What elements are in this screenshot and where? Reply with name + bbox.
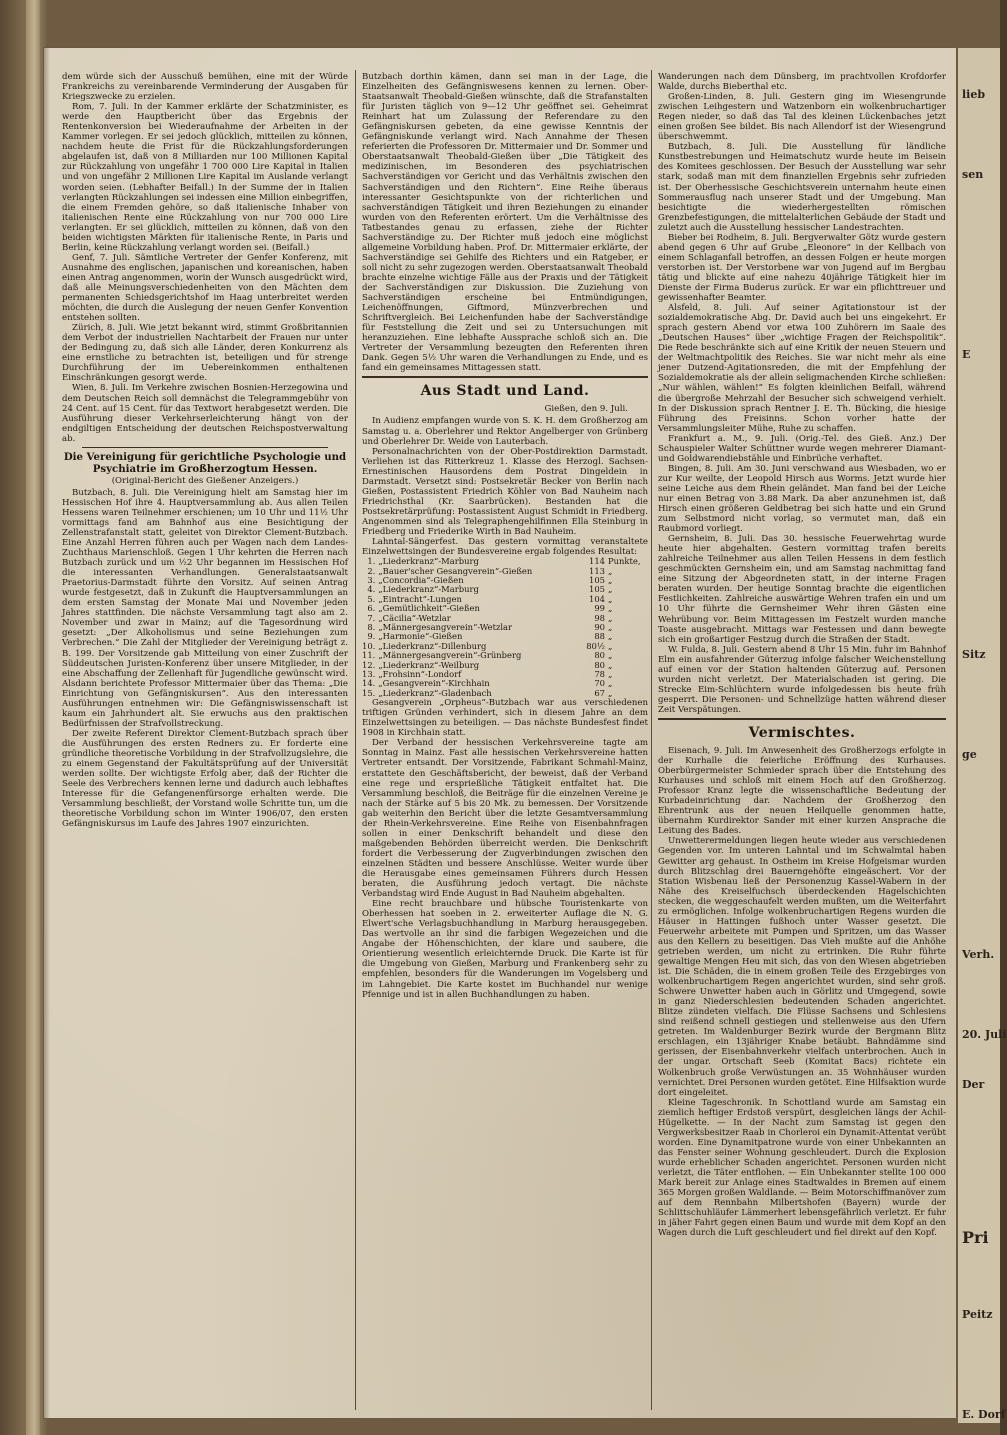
singing-result-name: „Liederkranz“-Weilburg bbox=[378, 659, 480, 670]
strip-fragment: lieb bbox=[962, 88, 986, 101]
section-divider bbox=[362, 376, 648, 378]
col3-paragraph: Wanderungen nach dem Dünsberg, im prachtvollen Krofdorfer Walde, durchs Bieberthal etc. bbox=[658, 72, 946, 93]
singing-result-points: 88 bbox=[594, 631, 605, 642]
singing-result-points: 113 bbox=[589, 565, 605, 576]
column-3 bbox=[658, 72, 946, 1412]
singing-result-name: „Eintracht“-Lungen bbox=[378, 593, 462, 604]
strip-fragment: Verh. bbox=[962, 948, 995, 961]
col3-paragraph: Butzbach, 8. Juli. Die Ausstellung für ländliche Kunstbestrebungen und Heimatschutz wurde heute im Beisein des Komitees geschlossen. Der Besuch der Ausstellung war sehr stark, sodaß man mit dem finanziellen Ergebnis sehr zufrieden ist. Der Oberhessische Geschichtsverein unternahm heute einen Sommerausflug nach unserer Stadt und der Umgebung. Man besichtigte die wiederhergestellten römischen Grenzbefestigungen, die mittelalterlichen Gebäude der Stadt und zuletzt auch die Ausstellung hessischer Landestrachten. bbox=[658, 142, 946, 233]
strip-fragment: ge bbox=[962, 748, 977, 761]
strip-fragment: Sitz bbox=[962, 648, 986, 661]
singing-result-points: 105 bbox=[589, 574, 605, 585]
singing-result-points: 80½ bbox=[586, 640, 605, 651]
singing-result-n: 2. bbox=[367, 565, 376, 576]
singing-result-name: „Cäcilia“-Wetzlar bbox=[378, 612, 451, 623]
col1-article-paragraph: Der zweite Referent Direktor Clement-Butzbach sprach über die Ausführungen des ersten Redners zu. Er forderte eine gründliche theoretische Vorbildung in der Strafvollzugslehre, die zu einem Gegenstand der Fakultätsprüfung auf der Universität werden sollte. Der wichtigste Erfolg aber, daß der Richter die Seele des Verbrechers kennen lerne und dadurch auch lebhaftes Interesse für die Gefangenenfürsorge erhalten werde. Die Versammlung beschließt, der Vorstand wolle Schritte tun, um die theoretische Vorbildung schon im Winter 1906/07, den ersten Gefängniskursus im Laufe des Jahres 1907 einzurichten. bbox=[62, 728, 348, 830]
col3-misc-paragraph: Eisenach, 9. Juli. Im Anwesenheit des Großherzogs erfolgte in der Kurhalle die feierliche Eröffnung des Kurhauses. Oberbürgermeister Schmieder sprach über die Entstehung des Kurhauses und schloß mit einem Hoch auf den Großherzog. Professor Kranz legte die wissenschaftliche Bedeutung der Kurbadeinrichtung dar. Nachdem der Großherzog den Ehrentrunk aus der neuen Heilquelle genommen hatte, übernahm Kurdirektor Sander mit einer kurzen Ansprache die Leitung des Bades. bbox=[658, 746, 946, 837]
binding-edge bbox=[26, 0, 40, 1435]
strip-fragment: Pri bbox=[962, 1228, 989, 1247]
col3-paragraph: W. Fulda, 8. Juli. Gestern abend 8 Uhr 15 Min. fuhr im Bahnhof Elm ein ausfahrender Güterzug infolge falscher Weichenstellung auf einen vor der Station haltenden Güterzug auf. Personen wurden nicht verletzt. Der Materialschaden ist gering. Die Strecke Eim-Schlüchtern wurde infolgedessen bis heute früh gesperrt. Die Personen- und Schnellzüge hatten während dieser Zeit Verspätungen. bbox=[658, 644, 946, 715]
strip-fragment: sen bbox=[962, 168, 984, 181]
singing-result-unit: „ bbox=[608, 631, 613, 642]
singing-result-n: 6. bbox=[367, 603, 376, 614]
singing-result-name: „Concordia“-Gießen bbox=[378, 574, 464, 585]
col3-paragraph: Bieber bei Rodheim, 8. Juli. Bergverwalter Götz wurde gestern abend gegen 6 Uhr auf Grube „Eleonore“ in der Kellbach von einem Schlaganfall betroffen, an dessen Folgen er heute morgen verstorben ist. Der Verstorbene war von Jugend auf im Bergbau tätig und blickte auf eine nahezu 40jährige Tätigkeit hier im Dienste der Firma Buderus zurück. Er war ein pflichttreuer und gewissenhafter Beamter. bbox=[658, 232, 946, 304]
singing-result-name: „Gesangverein“-Kirchhain bbox=[378, 678, 490, 689]
singing-result-unit: „ bbox=[608, 659, 613, 670]
singing-result-unit: „ bbox=[608, 687, 613, 698]
singing-result-unit: „ bbox=[608, 584, 613, 595]
col1-article-paragraph: Butzbach, 8. Juli. Die Vereinigung hielt am Samstag hier im Hessischen Hof ihre 4. Hauptversammlung ab. Aus allen Teilen Hessens waren Teilnehmer erschienen; um 10 Uhr und 11½ Uhr vormittags fand am Bahnhof aus eine Besichtigung der Zellenstrafanstalt statt, geleitet von Direktor Clement-Butzbach. Eine Anzahl Herren führen auch per Wagen nach dem Landes-Zuchthaus Marienschloß. Gegen 1 Uhr kehrten die Herren nach Butzbach zurück und um ½2 Uhr begannen im Hessischen Hof die interessanten Verhandlungen. Generalstaatsanwalt Praetorius-Darmstadt führte den Vorsitz. Auf seinen Antrag wurde festgesetzt, daß in Zukunft die Hauptversammlungen an dem ersten Samstag der Monate Mai und November jeden Jahres stattfinden. Die nächste Versammlung tagt also am 2. November und zwar in Mainz; auf die Tagesordnung wird gesetzt: „Der Alkoholismus und seine Beziehungen zum Verbrechen.“ Die Zahl der Mitglieder der Vereinigung beträgt z. B. 199. Der Vorsitzende gab Mitteilung von einer Zuschrift der Süddeutschen Juristen-Konferenz über unsere Mitglieder, in der eine Abschaffung der Zellenhaft für Jugendliche gewünscht wird. Alsdann berichtete Professor Mittermaier über das Thema: „Die Einrichtung von Gefängniskursen“. Aus den interessanten Ausführungen entnehmen wir: Die Gefängniswissenschaft ist kaum ein Jahrhundert alt. Sie erwuchs aus den praktischen Bedürfnissen der Strafvollstreckung. bbox=[62, 487, 348, 729]
singing-results-table bbox=[362, 557, 648, 698]
singing-result-unit: „ bbox=[608, 650, 613, 661]
singing-result-points: 90 bbox=[594, 621, 605, 632]
col3-misc-paragraph: Kleine Tageschronik. In Schottland wurde am Samstag ein ziemlich heftiger Erdstoß verspürt, desgleichen längs der Achil-Hügelkette. — In der Nacht zum Samstag ist gegen den Vergwerksbesitzer Raab in Chorleroi ein Dynamit-Attentat verübt worden. Eine Dynamitpatrone wurde von einer Unbekannten an das Fenster seiner Wohnung geschleudert. Durch die Explosion wurde erheblicher Schaden angerichtet. Personen wurden nicht verletzt, die Täter entflohen. — Ein Unbekannter stellte 100 000 Mark bereit zur Anlage eines Stadtwaldes in Bremen auf einem 365 Morgen großen Waldlande. — Beim Motorschiffmanöver zum auf dem Rennbahn Milbertshofen (Bayern) wurde der Schlittschuhläufer Lämmerhert lebensgefährlich verletzt. Er fuhr in jäher Fahrt gegen einen Baum und wurde mit dem Kopf an den Wagen durch die Luft geschleudert und fiel direkt auf den Kopf. bbox=[658, 1097, 946, 1239]
col1-paragraph: Wien, 8. Juli. Im Verkehre zwischen Bosnien-Herzegowina und dem Deutschen Reich soll demnächst die Telegrammgebühr von 24 Cent. auf 15 Cent. für das Textwort herabgesetzt werden. Die Ausführung dieser Verkehrserleichterung hängt von der endgiltigen Entscheidung der deutschen Reichspostverwaltung ab. bbox=[62, 383, 348, 444]
strip-fragment: E. Dorf bbox=[962, 1408, 1006, 1421]
singing-result-points: 114 bbox=[589, 556, 605, 567]
singing-result-n: 4. bbox=[367, 584, 376, 595]
singing-result-points: 104 bbox=[589, 593, 605, 604]
singing-result-unit: „ bbox=[608, 621, 613, 632]
singing-result-n: 14. bbox=[362, 678, 376, 689]
singing-result-n: 5. bbox=[367, 593, 376, 604]
singing-result-name: „Liederkranz“-Gladenbach bbox=[378, 687, 492, 698]
col3-paragraph: Bingen, 8. Juli. Am 30. Juni verschwand aus Wiesbaden, wo er zur Kur weilte, der Leopold Hirsch aus Worms. Jetzt wurde hier seine Leiche aus dem Rhein geländet. Man fand bei der Leiche nur einen Betrag von 3.88 Mark. Da aber anzunehmen ist, daß Hirsch einen größeren Geldbetrag bei sich hatte und ein Grund zum Selbstmord nicht vorlag, so vermutet man, daß ein Raubmord vorliegt. bbox=[658, 463, 946, 535]
col2-local-paragraph: Personalnachrichten von der Ober-Postdirektion Darmstadt. Verliehen ist das Ritterkreuz 1. Klasse des Herzogl. Sachsen-Ernestinischen Hausordens dem Postrat Dingeldein in Darmstadt. Versetzt sind: Postsekretär Becker von Berlin nach Gießen, Postassistent Friedrich Köhler von Bad Nauheim nach Friedrichsthal (Kr. Saarbrücken). Bestanden hat die Postsekretärprüfung: Postassistent August Schmidt in Friedberg. Angenommen sind als Telegraphengehilfinnen Ella Steinburg in Friedberg und Friederike Wirth in Bad Nauheim. bbox=[362, 446, 648, 537]
singing-result-points: 78 bbox=[594, 668, 605, 679]
singing-result-points: 67 bbox=[594, 687, 605, 698]
singing-result-unit: „ bbox=[608, 640, 613, 651]
singing-result-name: „Bauer'scher Gesangverein“-Gießen bbox=[378, 565, 533, 576]
singing-result-n: 7. bbox=[367, 612, 376, 623]
section-title-vermischtes: Vermischtes. bbox=[748, 725, 856, 741]
singing-result-name: „Harmonie“-Gießen bbox=[378, 631, 463, 642]
dateline: Gießen, den 9. Juli. bbox=[544, 404, 628, 415]
singing-result-n: 12. bbox=[362, 659, 376, 670]
column-1 bbox=[62, 72, 348, 1412]
singing-result-n: 10. bbox=[362, 640, 376, 651]
singing-result-unit: Punkte, bbox=[608, 556, 641, 567]
singing-result-points: 80 bbox=[594, 659, 605, 670]
singing-result-unit: „ bbox=[608, 612, 613, 623]
col3-paragraph: Frankfurt a. M., 9. Juli. (Orig.-Tel. des Gieß. Anz.) Der Schauspieler Walter Schüttner wurde wegen mehrerer Diamant- und Goldwarendiebstähle und Einbrüche verhaftet. bbox=[658, 433, 946, 464]
col1-paragraph: Genf, 7. Juli. Sämtliche Vertreter der Genfer Konferenz, mit Ausnahme des englischen, japanischen und koreanischen, haben einen Antrag angenommen, worin der Wunsch ausgedrückt wird, daß alle Meinungsverschiedenheiten von den Mächten dem permanenten Schiedsgerichtshof im Haag unterbreitet werden möchten, die durch die Auslegung der neuen Genfer Konvention entstehen sollten. bbox=[62, 252, 348, 324]
singing-result-points: 105 bbox=[589, 584, 605, 595]
col3-paragraph: Alsfeld, 8. Juli. Auf seiner Agitationstour ist der sozialdemokratische Abg. Dr. David auch bei uns eingekehrt. Er sprach gestern Abend vor etwa 100 Zuhörern im Saale des „Deutschen Hauses“ über „wichtige Fragen der Reichspolitik“. Die Rede beschränkte sich auf eine Kritik der neuen Steuern und der Weltmachtpolitik des Reiches. Sie war nicht mehr als eine jener Dutzend-Agitationsreden, die mit der Empfehlung der Sozialdemokratie als der allein seligmachenden Kirche schließen: „Nur wählen, wählen!“ Es folgten kleinlichen Beifall, während die übergroße Mehrzahl der Besucher sich schweigend verhielt. In der Diskussion sprach Rentner J. E. Th. Bücking, die hiesige Führung des Freisinns. Schon vorher hatte der Versammlungsleiter Mühe, Ruhe zu schaffen. bbox=[658, 303, 946, 434]
article-headline: Die Vereinigung für gerichtliche Psychologie und Psychiatrie im Großherzogtum Hessen. bbox=[63, 450, 347, 475]
singing-result-name: „Frohsinn“-Londorf bbox=[378, 668, 462, 679]
singing-result-n: 3. bbox=[367, 574, 376, 585]
column-rule-2 bbox=[651, 70, 652, 1410]
strip-fragment: 20. Juli bbox=[962, 1028, 1007, 1041]
singing-result-n: 9. bbox=[367, 631, 376, 642]
col2-after-paragraph: Der Verband der hessischen Verkehrsvereine tagte am Sonntag in Mainz. Fast alle hessischen Verkehrsvereine hatten Vertreter entsandt. Der Vorsitzende, Fabrikant Schmahl-Mainz, erstattete den Geschäftsbericht, der beweist, daß der Verband eine rege und ersprießliche Tätigkeit entfaltet hat. Die Versammlung beschloß, die Beiträge für die einzelnen Vereine je nach der Stärke auf 5 bis 20 Mk. zu bemessen. Der Vorsitzende gab weiterhin den Bericht über die letzte Gesamtversammlung der Rhein-Verkehrsvereine. Eine Reihe von Eisenbahnfragen sollen in einer Denkschrift behandelt und diese den maßgebenden Behörden überreicht werden. Die Denkschrift fordert die Verbesserung der Zugverbindungen zwischen den einzelnen Städten und bessere Anschlüsse. Weiter wurde über die Herausgabe eines gemeinsamen Führers durch Hessen beraten, die Ausführung jedoch vertagt. Die nächste Verbandstag wird Ende August in Bad Nauheim abgehalten. bbox=[362, 738, 648, 900]
article-divider bbox=[82, 447, 328, 448]
singing-result-name: „Männergesangverein“-Grünberg bbox=[378, 650, 522, 661]
col1-paragraph: Zürich, 8. Juli. Wie jetzt bekannt wird, stimmt Großbritannien dem Verbot der industriellen Nachtarbeit der Frauen nur unter der Bedingung zu, daß sich alle Länder, deren Konkurrenz als eine ernstliche zu betrachten ist, beteiligen und für strenge Durchführung der im Uebereinkommen enthaltenen Einschränkungen gesorgt werde. bbox=[62, 323, 348, 384]
newspaper-page bbox=[44, 48, 956, 1418]
strip-fragment: E bbox=[962, 348, 971, 361]
column-2 bbox=[362, 72, 648, 1412]
singing-result-name: „Männergesangverein“-Wetzlar bbox=[378, 621, 513, 632]
col1-paragraph: dem würde sich der Ausschuß bemühen, eine mit der Würde Frankreichs zu vereinbarende Verminderung der Ausgaben für Kriegszwecke zu erzielen. bbox=[62, 72, 348, 103]
col3-paragraph: Gernsheim, 8. Juli. Das 30. hessische Feuerwehrtag wurde heute hier abgehalten. Gestern vormittag trafen bereits zahlreiche Teilnehmer aus allen Teilen Hessens in dem festlich geschmückten Gernsheim ein, und am Samstag nachmittag fand eine Sitzung der Abgeordneten statt, in der interne Fragen beraten wurden. Der heutige Sonntag brachte die eigentlichen Festlichkeiten. Zahlreiche auswärtige Wehren trafen ein und um 10 Uhr führte die Gernsheimer Wehr ihren Gästen eine Wehrübung vor. Beim Mittagessen im Festzelt wurden manche Toaste ausgebracht. Mittags war Festessen und dann bewegte sich ein großartiger Festzug durch die Straßen der Stadt. bbox=[658, 534, 946, 645]
singing-result-unit: „ bbox=[608, 668, 613, 679]
singing-result-points: 70 bbox=[594, 678, 605, 689]
col1-paragraph: Rom, 7. Juli. In der Kammer erklärte der Schatzminister, es werde den Hauptbericht über das Ergebnis der Rentenkonversion bei Wiederaufnahme der Arbeiten in der Kammer vorlegen. Er sei jedoch glücklich, mitteilen zu können, nachdem heute die Frist für die Rückzahlungsforderungen abgelaufen ist, daß von 8 Milliarden nur 100 Millionen Kapital zur Rückzahlung von ungefähr 1 700 000 Lire Kapital in Italien und von ungefähr 2 Millionen Lire Kapital im Auslande verlangt worden seien. (Lebhafter Beifall.) In der Summe der in Italien verlangten Rückzahlungen sei indessen eine Million einbegriffen, die einem Fremden gehöre, so daß italienische Inhaber von italienischen Rente eine Rückzahlung von nur 700 000 Lire verlangten. Er sei glücklich, mitteilen zu können, daß von den beiden wichtigsten Märkten für italienische Rente, in Paris und Berlin, keine Rückzahlung verlangt worden sei. (Beifall.) bbox=[62, 102, 348, 253]
col2-paragraph: Butzbach dorthin kämen, dann sei man in der Lage, die Einzelheiten des Gefängniswesens kennen zu lernen. Ober-Staatsanwalt Theobald-Gießen wünschte, daß die Strafanstalten für Juristen täglich von 9—12 Uhr geöffnet sei. Geheimrat Reinhart hat um Zulassung der Referendare zu den Gefängniskursen gebeten, da eine gewisse Kenntnis der Gefängniskunde verlangt wird. Nach Annahme der Thesen referierten die Professoren Dr. Mittermaier und Dr. Sommer und Oberstaatsanwalt Theobald-Gießen über „Die Tätigkeit des medizinischen, im Besonderen des psychiatrischen Sachverständigen vor Gericht und das Verhältnis zwischen den Sachverständigen und den Richtern“. Eine Reihe überaus interessanter Gesichtspunkte von der richterlichen und sachverständigen Tätigkeit und ihren Beziehungen zu einander wurden von den Referenten erörtert. Um die Verhältnisse des Tatbestandes genau zu erfassen, ziehe der Richter Sachverständige zu. Der Richter muß jedoch eine möglichst allgemeine Vorbildung haben. Prof. Dr. Mittermaier erklärte, der Sachverständige sei Gehilfe des Richters und ein Ratgeber, er soll nicht zu sehr zugezogen werden. Oberstaatsanwalt Theobald brachte einzelne wichtige Fälle aus der Praxis und der Tätigkeit der Sachverständigen zur Diskussion. Die Zuziehung von Sachverständigen erscheine bei Entmündigungen, Leichenöffnungen, Giftmord, Münzverbrechen und Schriftvergleich. Bei Leichenfunden habe der Sachverständige für Feststellung die Zeit und sei zu Untersuchungen mit heranzuziehen. Eine lebhafte Aussprache schloß sich an. Die Vertreter der Versammlung bezeugten den Referenten ihren Dank. Gegen 5½ Uhr waren die Verhandlungen zu Ende, und es fand ein gemeinsames Mittagessen statt. bbox=[362, 72, 648, 374]
singing-result-unit: „ bbox=[608, 603, 613, 614]
col3-misc-paragraph: Unwetterermeldungen liegen heute wieder aus verschiedenen Gegenden vor. Im unteren Lahntal und im Schwalmtal haben Gewitter arg gehaust. In Ostheim im Kreise Hofgeismar wurden durch Blitzschlag drei Bauerngehöfte eingeäschert. Vor der Station Wisbenau ließ der Personenzug Kassel-Wabern in der Nähe des Kreiselfuchsch überdeckenden Hagelschichten stecken, die weggeschaufelt werden mußten, um die Weiterfahrt zu ermöglichen. Infolge wolkenbruchartigen Regens wurden die Häuser in Hattingen fußhoch unter Wasser gesetzt. Die Feuerwehr arbeitete mit Pumpen und Spritzen, um das Wasser aus den Kellern zu beseitigen. Das Vieh mußte auf die Anhöhe getrieben werden, um nicht zu ertrinken. Die Ruhr führte gewaltige Mengen Heu mit sich, das von den Wiesen abgetrieben ist. Die Schäden, die in einem großen Teile des Erzgebirges von wolkenbruchartigem Regen angerichtet wurden, sind sehr groß. Schwere Unwetter haben auch in Görlitz und Umgegend, sowie in ganz Niederschlesien bedeutenden Schaden angerichtet. Blitze zündeten vielfach. Die Flüsse Sachsens und Schlesiens sind reißend schnell gestiegen und stellenweise aus den Ufern getreten. Im Waldenburger Bezirk wurde der Bergmann Blitz erschlagen, ein 13jähriger Knabe betäubt. Bahndämme sind gerissen, der Eisenbahnverkehr vielfach unterbrochen. Auch in der ungar. Ortschaft Seeb (Komitat Bacs) richtete ein Wolkenbruch große Verwüstungen an. 35 Wohnhäuser wurden vernichtet. Drei Personen wurden getötet. Eine Hilfsaktion wurde dort eingeleitet. bbox=[658, 836, 946, 1098]
singing-result-unit: „ bbox=[608, 678, 613, 689]
col2-local-paragraph: Lahntal-Sängerfest. Das gestern vormittag veranstaltete Einzelwettsingen der Bundesvereine ergab folgendes Resultat: bbox=[362, 537, 648, 558]
singing-result-unit: „ bbox=[608, 593, 613, 604]
singing-result-n: 13. bbox=[362, 668, 376, 679]
page-fold-shadow bbox=[44, 48, 50, 1418]
singing-result-unit: „ bbox=[608, 574, 613, 585]
col2-after-paragraph: Eine recht brauchbare und hübsche Touristenkarte von Oberhessen hat soeben in 2. erweiterter Auflage die N. G. Elwert'sche Verlagsbuchhandlung in Marburg herausgegeben. Das wertvolle an ihr sind die farbigen Wegezeichen und die Angabe der Höhenschichten, der klare und saubere, die Orientierung wesentlich erleichternde Druck. Die Karte ist für die Umgebung von Gießen, Marburg und Frankenberg sehr zu empfehlen, besonders für die Wanderungen im Vogelsberg und im Lahngebiet. Die Karte kostet im Buchhandel nur wenige Pfennige und ist in allen Buchhandlungen zu haben. bbox=[362, 899, 648, 1000]
singing-result-n: 1. bbox=[367, 556, 376, 567]
singing-result-points: 98 bbox=[594, 612, 605, 623]
column-rule-1 bbox=[355, 70, 356, 1410]
strip-fragment: Peitz bbox=[962, 1308, 993, 1321]
singing-result-n: 11. bbox=[362, 650, 376, 661]
section-divider bbox=[658, 718, 946, 720]
singing-result-row bbox=[362, 689, 648, 698]
col3-paragraph: Großen-Linden, 8. Juli. Gestern ging im Wiesengrunde zwischen Leihgestern und Watzenborn ein wolkenbruchartiger Regen nieder, so daß das Tal des kleinen Lückenbaches jetzt einen großen See bildet. Bis nach Allendorf ist der Wiesengrund überschwemmt. bbox=[658, 92, 946, 143]
singing-result-name: „Liederkranz“-Dillenburg bbox=[378, 640, 487, 651]
singing-result-n: 8. bbox=[367, 621, 376, 632]
adjacent-page-strip bbox=[958, 48, 1007, 1423]
article-subheadline: (Original-Bericht des Gießener Anzeigers.) bbox=[111, 475, 299, 486]
col2-local-paragraph: In Audienz empfangen wurde von S. K. H. dem Großherzog am Samstag u. a. Oberlehrer und Rektor Angelberger von Grünberg und Oberlehrer Dr. Weide von Lauterbach. bbox=[362, 416, 648, 447]
singing-result-name: „Gemütlichkeit“-Gießen bbox=[378, 603, 480, 614]
singing-result-points: 80 bbox=[594, 650, 605, 661]
singing-result-name: „Liederkranz“-Marburg bbox=[378, 556, 479, 567]
singing-result-unit: „ bbox=[608, 565, 613, 576]
col2-after-paragraph: Gesangverein „Orpheus“-Butzbach war aus verschiedenen triftigen Gründen verhindert, sich in diesem Jahre an dem Einzelwettsingen zu beteiligen. — Das nächste Bundesfest findet 1908 in Kirchhain statt. bbox=[362, 698, 648, 739]
singing-result-points: 99 bbox=[594, 603, 605, 614]
singing-result-n: 15. bbox=[362, 687, 376, 698]
singing-result-name: „Liederkranz“-Marburg bbox=[378, 584, 479, 595]
strip-fragment: Der bbox=[962, 1078, 985, 1091]
section-title-stadt-und-land: Aus Stadt und Land. bbox=[420, 383, 590, 400]
